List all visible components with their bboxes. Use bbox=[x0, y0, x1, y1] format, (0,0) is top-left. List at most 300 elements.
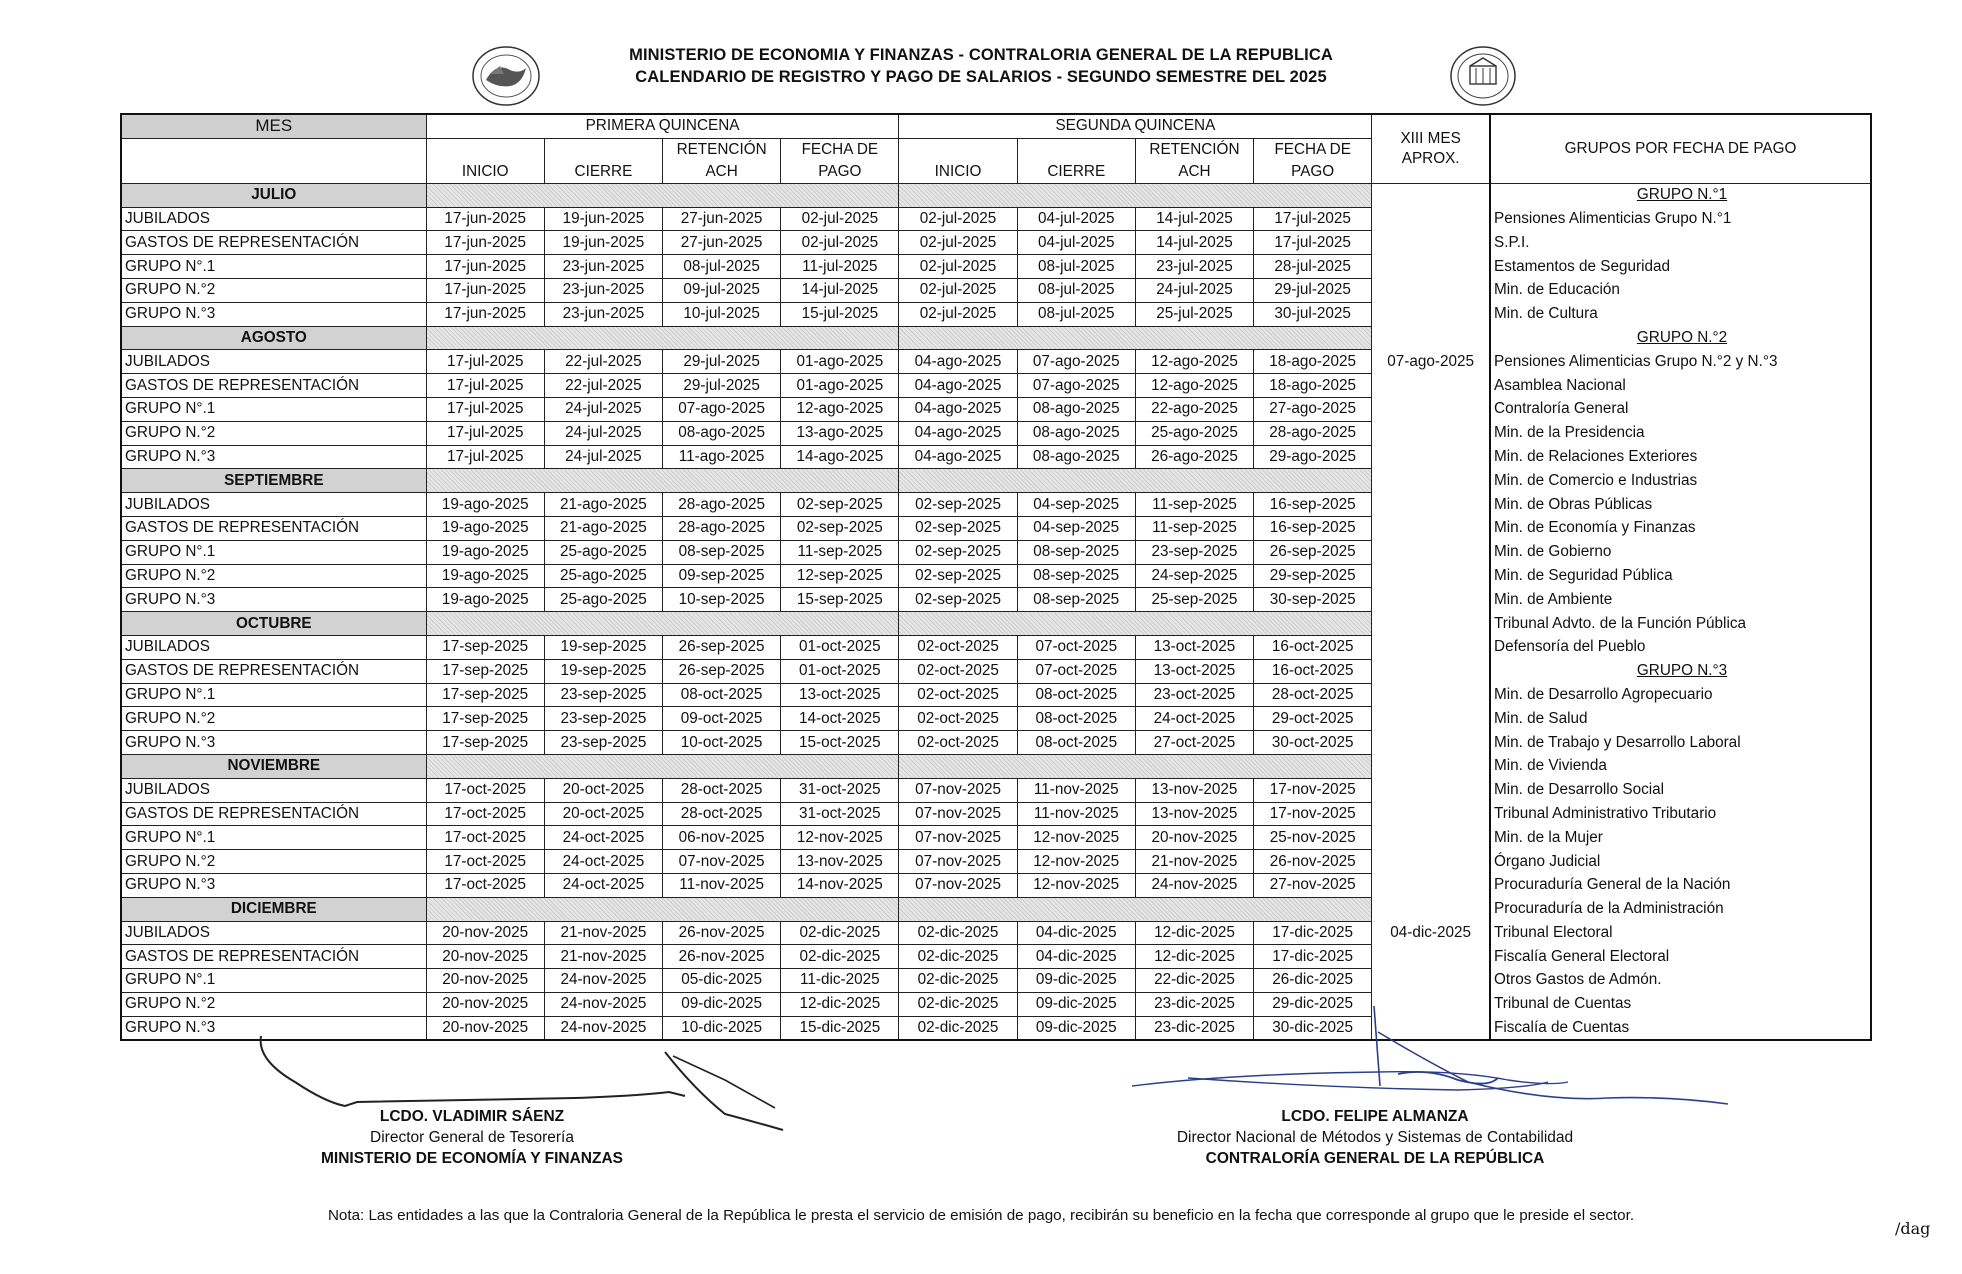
date-cell: 12-nov-2025 bbox=[781, 826, 899, 850]
date-cell: 25-ago-2025 bbox=[544, 588, 662, 612]
xiii-mes-cell bbox=[1372, 850, 1490, 874]
date-cell: 20-nov-2025 bbox=[426, 969, 544, 993]
date-cell: 12-nov-2025 bbox=[1017, 850, 1135, 874]
group-entity: Procuraduría de la Administración bbox=[1490, 897, 1871, 921]
date-cell: 02-oct-2025 bbox=[899, 683, 1017, 707]
date-cell: 23-jun-2025 bbox=[544, 278, 662, 302]
date-cell: 17-sep-2025 bbox=[426, 659, 544, 683]
date-cell: 02-dic-2025 bbox=[781, 921, 899, 945]
date-cell: 26-nov-2025 bbox=[1254, 850, 1372, 874]
row-label: GRUPO N°.1 bbox=[121, 683, 426, 707]
row-label: JUBILADOS bbox=[121, 921, 426, 945]
date-cell: 14-jul-2025 bbox=[781, 278, 899, 302]
date-cell: 02-oct-2025 bbox=[899, 659, 1017, 683]
col-header-cierre-1: CIERRE bbox=[544, 138, 662, 183]
table-row bbox=[121, 588, 1871, 612]
table-row bbox=[121, 350, 1871, 374]
month-shade-segunda bbox=[899, 754, 1372, 778]
group-entity: Min. de Salud bbox=[1490, 707, 1871, 731]
group-title: GRUPO N.°1 bbox=[1490, 183, 1871, 207]
date-cell: 29-oct-2025 bbox=[1254, 707, 1372, 731]
date-cell: 12-ago-2025 bbox=[1135, 350, 1253, 374]
date-cell: 26-sep-2025 bbox=[663, 659, 781, 683]
row-label: GASTOS DE REPRESENTACIÓN bbox=[121, 945, 426, 969]
row-label: GRUPO N°.1 bbox=[121, 826, 426, 850]
group-entity: Otros Gastos de Admón. bbox=[1490, 969, 1871, 993]
group-entity: Min. de Economía y Finanzas bbox=[1490, 516, 1871, 540]
table-row bbox=[121, 826, 1871, 850]
date-cell: 20-nov-2025 bbox=[426, 992, 544, 1016]
xiii-mes-cell bbox=[1372, 326, 1490, 350]
table-row bbox=[121, 921, 1871, 945]
date-cell: 04-ago-2025 bbox=[899, 397, 1017, 421]
xiii-mes-cell: 04-dic-2025 bbox=[1372, 921, 1490, 945]
group-entity: Fiscalía General Electoral bbox=[1490, 945, 1871, 969]
date-cell: 08-sep-2025 bbox=[663, 540, 781, 564]
month-shade-primera bbox=[426, 469, 899, 493]
col-header-cierre-2: CIERRE bbox=[1017, 138, 1135, 183]
date-cell: 09-dic-2025 bbox=[663, 992, 781, 1016]
date-cell: 13-nov-2025 bbox=[781, 850, 899, 874]
date-cell: 20-nov-2025 bbox=[426, 921, 544, 945]
col-header-xiii-mes: XIII MES APROX. bbox=[1372, 114, 1490, 183]
date-cell: 28-oct-2025 bbox=[663, 802, 781, 826]
date-cell: 20-oct-2025 bbox=[544, 778, 662, 802]
date-cell: 18-ago-2025 bbox=[1254, 374, 1372, 398]
date-cell: 13-oct-2025 bbox=[1135, 635, 1253, 659]
date-cell: 24-oct-2025 bbox=[544, 873, 662, 897]
date-cell: 05-dic-2025 bbox=[663, 969, 781, 993]
date-cell: 16-oct-2025 bbox=[1254, 635, 1372, 659]
month-shade-primera bbox=[426, 183, 899, 207]
date-cell: 26-sep-2025 bbox=[663, 635, 781, 659]
xiii-mes-cell bbox=[1372, 302, 1490, 326]
date-cell: 19-ago-2025 bbox=[426, 564, 544, 588]
date-cell: 04-dic-2025 bbox=[1017, 921, 1135, 945]
table-row bbox=[121, 945, 1871, 969]
group-entity: Pensiones Alimenticias Grupo N.°2 y N.°3 bbox=[1490, 350, 1871, 374]
date-cell: 02-jul-2025 bbox=[899, 255, 1017, 279]
date-cell: 12-dic-2025 bbox=[1135, 945, 1253, 969]
group-entity: Min. de Obras Públicas bbox=[1490, 493, 1871, 517]
date-cell: 19-ago-2025 bbox=[426, 493, 544, 517]
date-cell: 17-sep-2025 bbox=[426, 731, 544, 755]
date-cell: 08-ago-2025 bbox=[1017, 445, 1135, 469]
date-cell: 13-oct-2025 bbox=[781, 683, 899, 707]
month-shade-primera bbox=[426, 612, 899, 636]
xiii-mes-cell bbox=[1372, 635, 1490, 659]
table-row bbox=[121, 802, 1871, 826]
group-entity: Min. de Educación bbox=[1490, 278, 1871, 302]
date-cell: 08-ago-2025 bbox=[1017, 397, 1135, 421]
date-cell: 07-ago-2025 bbox=[1017, 350, 1135, 374]
month-shade-primera bbox=[426, 897, 899, 921]
date-cell: 23-oct-2025 bbox=[1135, 683, 1253, 707]
date-cell: 28-ago-2025 bbox=[1254, 421, 1372, 445]
date-cell: 08-ago-2025 bbox=[1017, 421, 1135, 445]
date-cell: 09-dic-2025 bbox=[1017, 969, 1135, 993]
date-cell: 04-jul-2025 bbox=[1017, 207, 1135, 231]
date-cell: 04-sep-2025 bbox=[1017, 493, 1135, 517]
signer-role-left: Director General de Tesorería bbox=[370, 1129, 574, 1146]
month-shade-segunda bbox=[899, 897, 1372, 921]
xiii-mes-cell bbox=[1372, 255, 1490, 279]
date-cell: 11-dic-2025 bbox=[781, 969, 899, 993]
date-cell: 01-ago-2025 bbox=[781, 374, 899, 398]
xiii-mes-cell bbox=[1372, 731, 1490, 755]
table-row bbox=[121, 659, 1871, 683]
date-cell: 17-jun-2025 bbox=[426, 278, 544, 302]
date-cell: 24-oct-2025 bbox=[1135, 707, 1253, 731]
date-cell: 17-oct-2025 bbox=[426, 850, 544, 874]
row-label: GRUPO N°.1 bbox=[121, 397, 426, 421]
xiii-mes-cell bbox=[1372, 683, 1490, 707]
group-entity: Fiscalía de Cuentas bbox=[1490, 1016, 1871, 1040]
date-cell: 25-nov-2025 bbox=[1254, 826, 1372, 850]
date-cell: 17-nov-2025 bbox=[1254, 802, 1372, 826]
date-cell: 07-nov-2025 bbox=[899, 850, 1017, 874]
date-cell: 29-jul-2025 bbox=[663, 374, 781, 398]
row-label: GRUPO N.°2 bbox=[121, 278, 426, 302]
date-cell: 21-ago-2025 bbox=[544, 493, 662, 517]
date-cell: 09-jul-2025 bbox=[663, 278, 781, 302]
date-cell: 11-sep-2025 bbox=[1135, 516, 1253, 540]
date-cell: 22-dic-2025 bbox=[1135, 969, 1253, 993]
date-cell: 25-ago-2025 bbox=[544, 540, 662, 564]
date-cell: 07-nov-2025 bbox=[899, 778, 1017, 802]
date-cell: 29-sep-2025 bbox=[1254, 564, 1372, 588]
group-entity: Min. de Gobierno bbox=[1490, 540, 1871, 564]
xiii-mes-cell bbox=[1372, 588, 1490, 612]
row-label: GASTOS DE REPRESENTACIÓN bbox=[121, 659, 426, 683]
group-entity: Min. de la Presidencia bbox=[1490, 421, 1871, 445]
date-cell: 17-oct-2025 bbox=[426, 826, 544, 850]
signer-org-left: MINISTERIO DE ECONOMÍA Y FINANZAS bbox=[321, 1150, 623, 1167]
date-cell: 26-dic-2025 bbox=[1254, 969, 1372, 993]
date-cell: 24-sep-2025 bbox=[1135, 564, 1253, 588]
col-header-inicio-1: INICIO bbox=[426, 138, 544, 183]
date-cell: 23-sep-2025 bbox=[544, 683, 662, 707]
signer-name-right: LCDO. FELIPE ALMANZA bbox=[1281, 1108, 1469, 1125]
table-row bbox=[121, 302, 1871, 326]
date-cell: 25-ago-2025 bbox=[1135, 421, 1253, 445]
group-entity: Min. de Comercio e Industrias bbox=[1490, 469, 1871, 493]
date-cell: 11-nov-2025 bbox=[1017, 778, 1135, 802]
date-cell: 31-oct-2025 bbox=[781, 802, 899, 826]
date-cell: 14-jul-2025 bbox=[1135, 231, 1253, 255]
row-label: GRUPO N°.1 bbox=[121, 969, 426, 993]
xiii-mes-cell bbox=[1372, 612, 1490, 636]
group-entity: Min. de Ambiente bbox=[1490, 588, 1871, 612]
date-cell: 17-sep-2025 bbox=[426, 683, 544, 707]
date-cell: 31-oct-2025 bbox=[781, 778, 899, 802]
date-cell: 08-oct-2025 bbox=[1017, 707, 1135, 731]
date-cell: 28-oct-2025 bbox=[663, 778, 781, 802]
date-cell: 07-ago-2025 bbox=[1017, 374, 1135, 398]
month-name: AGOSTO bbox=[121, 326, 426, 350]
group-entity: Defensoría del Pueblo bbox=[1490, 635, 1871, 659]
date-cell: 07-nov-2025 bbox=[899, 873, 1017, 897]
table-row bbox=[121, 635, 1871, 659]
xiii-mes-cell bbox=[1372, 516, 1490, 540]
date-cell: 07-nov-2025 bbox=[899, 802, 1017, 826]
date-cell: 12-nov-2025 bbox=[1017, 873, 1135, 897]
date-cell: 17-jul-2025 bbox=[426, 421, 544, 445]
group-entity: Min. de Trabajo y Desarrollo Laboral bbox=[1490, 731, 1871, 755]
date-cell: 02-oct-2025 bbox=[899, 635, 1017, 659]
date-cell: 26-nov-2025 bbox=[663, 921, 781, 945]
xiii-mes-cell bbox=[1372, 826, 1490, 850]
month-name: JULIO bbox=[121, 183, 426, 207]
date-cell: 12-dic-2025 bbox=[1135, 921, 1253, 945]
month-row bbox=[121, 326, 1871, 350]
table-row bbox=[121, 873, 1871, 897]
date-cell: 04-ago-2025 bbox=[899, 421, 1017, 445]
xiii-mes-cell bbox=[1372, 374, 1490, 398]
date-cell: 17-oct-2025 bbox=[426, 873, 544, 897]
row-label: GRUPO N°.1 bbox=[121, 255, 426, 279]
date-cell: 02-sep-2025 bbox=[899, 493, 1017, 517]
date-cell: 02-dic-2025 bbox=[781, 945, 899, 969]
xiii-mes-cell bbox=[1372, 540, 1490, 564]
date-cell: 17-jul-2025 bbox=[426, 350, 544, 374]
date-cell: 17-jun-2025 bbox=[426, 207, 544, 231]
date-cell: 02-jul-2025 bbox=[899, 278, 1017, 302]
group-entity: Pensiones Alimenticias Grupo N.°1 bbox=[1490, 207, 1871, 231]
date-cell: 02-dic-2025 bbox=[899, 945, 1017, 969]
table-row bbox=[121, 255, 1871, 279]
date-cell: 24-nov-2025 bbox=[1135, 873, 1253, 897]
signature-right-drawing bbox=[1128, 1002, 1748, 1120]
row-label: GRUPO N.°2 bbox=[121, 850, 426, 874]
xiii-mes-cell bbox=[1372, 873, 1490, 897]
month-shade-segunda bbox=[899, 469, 1372, 493]
date-cell: 23-sep-2025 bbox=[1135, 540, 1253, 564]
date-cell: 07-oct-2025 bbox=[1017, 659, 1135, 683]
date-cell: 17-oct-2025 bbox=[426, 802, 544, 826]
date-cell: 02-oct-2025 bbox=[899, 731, 1017, 755]
table-row bbox=[121, 421, 1871, 445]
date-cell: 28-ago-2025 bbox=[663, 516, 781, 540]
date-cell: 13-nov-2025 bbox=[1135, 778, 1253, 802]
col-header-fecha-pago-2: FECHA DE PAGO bbox=[1254, 138, 1372, 183]
date-cell: 08-jul-2025 bbox=[1017, 255, 1135, 279]
date-cell: 20-nov-2025 bbox=[426, 1016, 544, 1040]
date-cell: 27-jun-2025 bbox=[663, 231, 781, 255]
date-cell: 02-jul-2025 bbox=[899, 231, 1017, 255]
date-cell: 17-jul-2025 bbox=[1254, 231, 1372, 255]
date-cell: 21-nov-2025 bbox=[544, 921, 662, 945]
group-entity: Tribunal Electoral bbox=[1490, 921, 1871, 945]
xiii-mes-cell bbox=[1372, 802, 1490, 826]
date-cell: 06-nov-2025 bbox=[663, 826, 781, 850]
date-cell: 27-nov-2025 bbox=[1254, 873, 1372, 897]
date-cell: 15-oct-2025 bbox=[781, 731, 899, 755]
date-cell: 14-oct-2025 bbox=[781, 707, 899, 731]
date-cell: 08-oct-2025 bbox=[1017, 683, 1135, 707]
date-cell: 14-ago-2025 bbox=[781, 445, 899, 469]
date-cell: 07-nov-2025 bbox=[899, 826, 1017, 850]
group-entity: Min. de Vivienda bbox=[1490, 754, 1871, 778]
table-row bbox=[121, 778, 1871, 802]
table-row bbox=[121, 493, 1871, 517]
date-cell: 24-jul-2025 bbox=[544, 445, 662, 469]
month-name: OCTUBRE bbox=[121, 612, 426, 636]
date-cell: 24-jul-2025 bbox=[544, 421, 662, 445]
row-label: JUBILADOS bbox=[121, 635, 426, 659]
date-cell: 26-sep-2025 bbox=[1254, 540, 1372, 564]
col-header-inicio-2: INICIO bbox=[899, 138, 1017, 183]
date-cell: 20-nov-2025 bbox=[426, 945, 544, 969]
date-cell: 08-sep-2025 bbox=[1017, 588, 1135, 612]
date-cell: 16-sep-2025 bbox=[1254, 493, 1372, 517]
date-cell: 18-ago-2025 bbox=[1254, 350, 1372, 374]
month-name: SEPTIEMBRE bbox=[121, 469, 426, 493]
group-entity: Contraloría General bbox=[1490, 397, 1871, 421]
row-label: GASTOS DE REPRESENTACIÓN bbox=[121, 374, 426, 398]
date-cell: 10-dic-2025 bbox=[663, 1016, 781, 1040]
date-cell: 24-nov-2025 bbox=[544, 1016, 662, 1040]
date-cell: 24-nov-2025 bbox=[544, 969, 662, 993]
row-label: GRUPO N°.1 bbox=[121, 540, 426, 564]
group-title: GRUPO N.°3 bbox=[1490, 659, 1871, 683]
date-cell: 28-oct-2025 bbox=[1254, 683, 1372, 707]
date-cell: 17-jun-2025 bbox=[426, 231, 544, 255]
xiii-mes-cell bbox=[1372, 397, 1490, 421]
row-label: GRUPO N.°3 bbox=[121, 1016, 426, 1040]
col-header-blank bbox=[121, 138, 426, 183]
date-cell: 17-oct-2025 bbox=[426, 778, 544, 802]
date-cell: 27-oct-2025 bbox=[1135, 731, 1253, 755]
date-cell: 13-nov-2025 bbox=[1135, 802, 1253, 826]
date-cell: 16-oct-2025 bbox=[1254, 659, 1372, 683]
date-cell: 29-dic-2025 bbox=[1254, 992, 1372, 1016]
date-cell: 12-ago-2025 bbox=[1135, 374, 1253, 398]
month-row bbox=[121, 183, 1871, 207]
xiii-mes-cell bbox=[1372, 207, 1490, 231]
signer-role-right: Director Nacional de Métodos y Sistemas de Contabilidad bbox=[1176, 1129, 1574, 1146]
date-cell: 11-sep-2025 bbox=[1135, 493, 1253, 517]
month-row bbox=[121, 754, 1871, 778]
date-cell: 21-nov-2025 bbox=[1135, 850, 1253, 874]
date-cell: 12-sep-2025 bbox=[781, 564, 899, 588]
table-row bbox=[121, 374, 1871, 398]
author-initials: /dag bbox=[1895, 1219, 1931, 1238]
month-shade-primera bbox=[426, 754, 899, 778]
date-cell: 02-dic-2025 bbox=[899, 992, 1017, 1016]
xiii-mes-cell bbox=[1372, 754, 1490, 778]
date-cell: 28-ago-2025 bbox=[663, 493, 781, 517]
date-cell: 04-dic-2025 bbox=[1017, 945, 1135, 969]
date-cell: 02-jul-2025 bbox=[781, 207, 899, 231]
date-cell: 02-sep-2025 bbox=[899, 588, 1017, 612]
date-cell: 17-nov-2025 bbox=[1254, 778, 1372, 802]
group-entity: Tribunal Administrativo Tributario bbox=[1490, 802, 1871, 826]
xiii-mes-cell bbox=[1372, 493, 1490, 517]
date-cell: 04-jul-2025 bbox=[1017, 231, 1135, 255]
date-cell: 08-oct-2025 bbox=[663, 683, 781, 707]
col-header-retencion-1: RETENCIÓN ACH bbox=[663, 138, 781, 183]
date-cell: 08-jul-2025 bbox=[1017, 278, 1135, 302]
col-header-primera-quincena: PRIMERA QUINCENA bbox=[426, 114, 899, 138]
date-cell: 04-ago-2025 bbox=[899, 445, 1017, 469]
date-cell: 02-sep-2025 bbox=[899, 516, 1017, 540]
date-cell: 02-sep-2025 bbox=[899, 540, 1017, 564]
table-row bbox=[121, 707, 1871, 731]
row-label: GRUPO N.°2 bbox=[121, 707, 426, 731]
date-cell: 15-sep-2025 bbox=[781, 588, 899, 612]
col-header-fecha-pago-1: FECHA DE PAGO bbox=[781, 138, 899, 183]
date-cell: 08-jul-2025 bbox=[1017, 302, 1135, 326]
date-cell: 17-jul-2025 bbox=[426, 374, 544, 398]
date-cell: 17-jun-2025 bbox=[426, 255, 544, 279]
header-title-line2: CALENDARIO DE REGISTRO Y PAGO DE SALARIOS - SEGUNDO SEMESTRE DEL 2025 bbox=[635, 68, 1327, 86]
col-header-mes: MES bbox=[121, 114, 426, 138]
date-cell: 12-nov-2025 bbox=[1017, 826, 1135, 850]
date-cell: 24-oct-2025 bbox=[544, 850, 662, 874]
payroll-calendar-table bbox=[120, 113, 1872, 1041]
row-label: GRUPO N.°3 bbox=[121, 873, 426, 897]
group-entity: Min. de Cultura bbox=[1490, 302, 1871, 326]
table-row bbox=[121, 397, 1871, 421]
group-entity: Asamblea Nacional bbox=[1490, 374, 1871, 398]
date-cell: 22-ago-2025 bbox=[1135, 397, 1253, 421]
date-cell: 11-sep-2025 bbox=[781, 540, 899, 564]
row-label: GRUPO N.°2 bbox=[121, 564, 426, 588]
row-label: JUBILADOS bbox=[121, 350, 426, 374]
date-cell: 04-ago-2025 bbox=[899, 374, 1017, 398]
date-cell: 01-oct-2025 bbox=[781, 635, 899, 659]
date-cell: 11-nov-2025 bbox=[1017, 802, 1135, 826]
date-cell: 11-ago-2025 bbox=[663, 445, 781, 469]
date-cell: 23-jun-2025 bbox=[544, 255, 662, 279]
date-cell: 02-sep-2025 bbox=[781, 493, 899, 517]
table-row bbox=[121, 683, 1871, 707]
group-entity: Min. de Relaciones Exteriores bbox=[1490, 445, 1871, 469]
group-entity: Tribunal Advto. de la Función Pública bbox=[1490, 612, 1871, 636]
date-cell: 10-jul-2025 bbox=[663, 302, 781, 326]
xiii-mes-cell bbox=[1372, 469, 1490, 493]
date-cell: 23-sep-2025 bbox=[544, 731, 662, 755]
date-cell: 19-ago-2025 bbox=[426, 540, 544, 564]
group-entity: Min. de Seguridad Pública bbox=[1490, 564, 1871, 588]
xiii-mes-cell bbox=[1372, 945, 1490, 969]
month-row bbox=[121, 469, 1871, 493]
xiii-mes-cell bbox=[1372, 445, 1490, 469]
table-row bbox=[121, 850, 1871, 874]
date-cell: 10-oct-2025 bbox=[663, 731, 781, 755]
group-title: GRUPO N.°2 bbox=[1490, 326, 1871, 350]
date-cell: 23-jul-2025 bbox=[1135, 255, 1253, 279]
xiii-mes-cell bbox=[1372, 969, 1490, 993]
date-cell: 17-jul-2025 bbox=[1254, 207, 1372, 231]
date-cell: 27-jun-2025 bbox=[663, 207, 781, 231]
row-label: GASTOS DE REPRESENTACIÓN bbox=[121, 802, 426, 826]
row-label: GRUPO N.°2 bbox=[121, 421, 426, 445]
month-row bbox=[121, 612, 1871, 636]
month-shade-primera bbox=[426, 326, 899, 350]
date-cell: 26-nov-2025 bbox=[663, 945, 781, 969]
row-label: GRUPO N.°2 bbox=[121, 992, 426, 1016]
date-cell: 09-dic-2025 bbox=[1017, 1016, 1135, 1040]
date-cell: 02-dic-2025 bbox=[899, 1016, 1017, 1040]
xiii-mes-cell bbox=[1372, 183, 1490, 207]
date-cell: 30-jul-2025 bbox=[1254, 302, 1372, 326]
date-cell: 23-dic-2025 bbox=[1135, 992, 1253, 1016]
date-cell: 08-jul-2025 bbox=[663, 255, 781, 279]
date-cell: 23-sep-2025 bbox=[544, 707, 662, 731]
date-cell: 17-sep-2025 bbox=[426, 635, 544, 659]
